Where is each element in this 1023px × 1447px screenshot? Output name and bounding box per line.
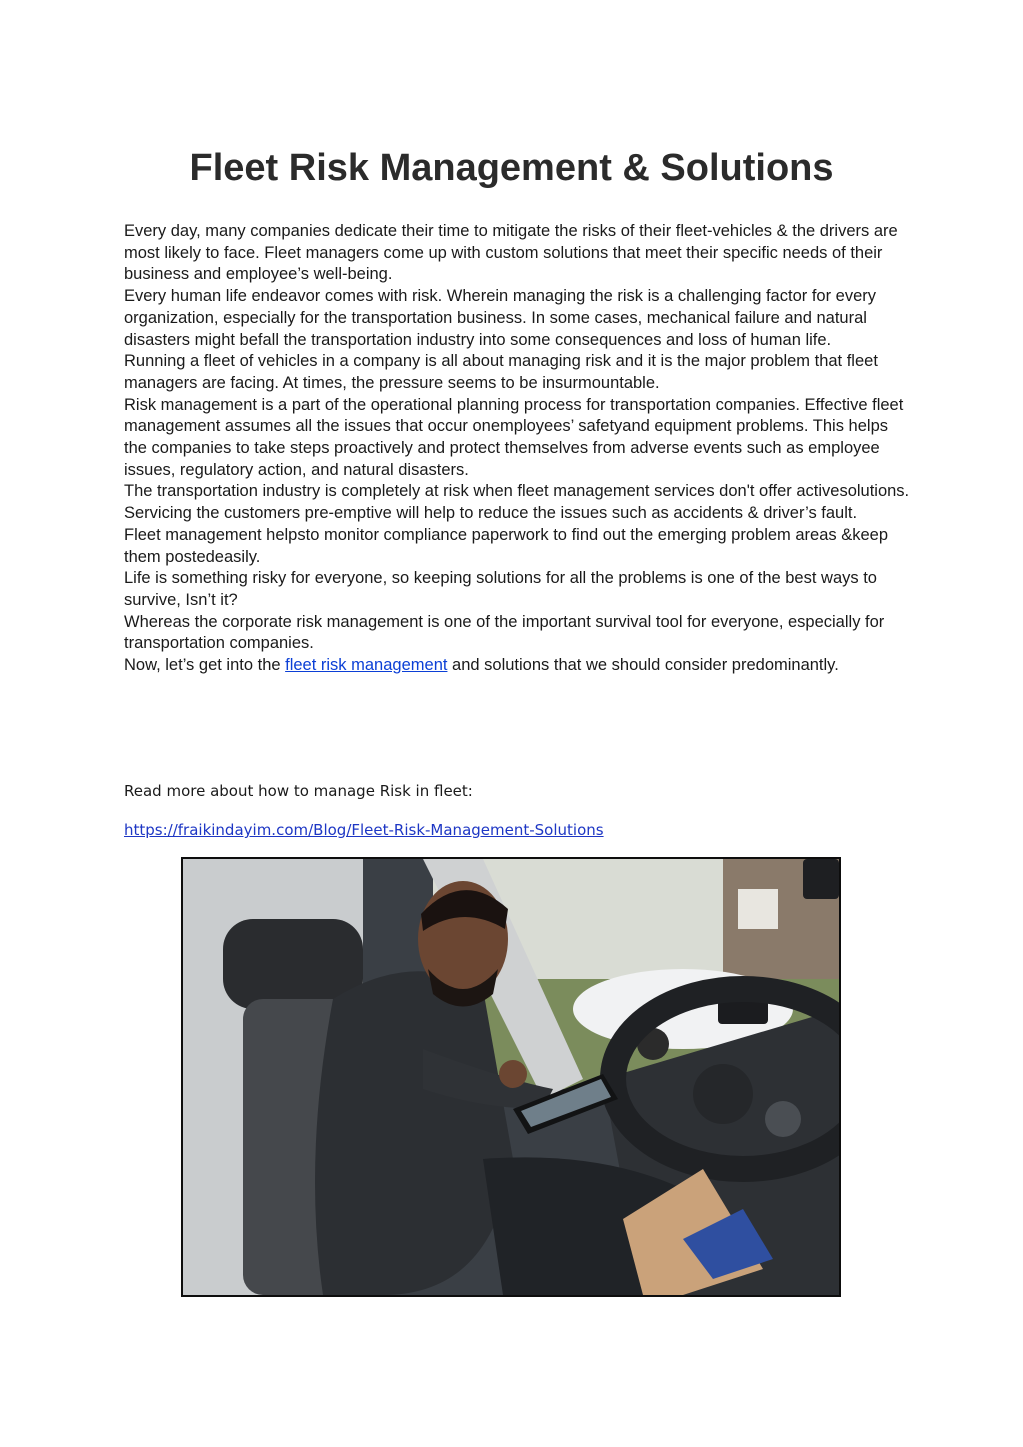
paragraph: Running a fleet of vehicles in a company is all about managing risk and it is the major problem that fleet managers are facing. At times, the pressure seems to be insurmountable.: [124, 352, 878, 392]
article-body: [124, 221, 914, 677]
page-title: Fleet Risk Management & Solutions: [189, 147, 834, 189]
driver-in-van-photo: [181, 857, 841, 1297]
paragraph-text-after: and solutions that we should consider predominantly.: [447, 656, 839, 675]
fleet-risk-management-link[interactable]: fleet risk management: [285, 656, 448, 675]
source-url-link[interactable]: https://fraikindayim.com/Blog/Fleet-Risk-Management-Solutions: [124, 821, 604, 839]
driver-tablet-illustration: [183, 859, 839, 1295]
paragraph: The transportation industry is completely at risk when fleet management services don't offer activesolutions. Servicing the customers pre-emptive will help to reduce the issues such as accidents & driver’s fault.: [124, 482, 910, 523]
read-more-label: Read more about how to manage Risk in fleet:: [124, 782, 473, 800]
paragraph-with-link: [124, 655, 914, 677]
paragraph: Risk management is a part of the operational planning process for transportation companies. Effective fleet management assumes all the issues that occur onemployees’ safetyand equipment problems. This helps the companies to take steps proactively and protect themselves from adverse events such as employee issues, regulatory action, and natural disasters.: [124, 395, 904, 479]
paragraph-text-before: Now, let’s get into the: [124, 656, 286, 675]
paragraph: Fleet management helpsto monitor compliance paperwork to find out the emerging problem areas &keep them postedeasily.: [124, 525, 889, 566]
paragraph: Life is something risky for everyone, so keeping solutions for all the problems is one of the best ways to survive, Isn’t it?: [124, 569, 877, 609]
paragraph: Whereas the corporate risk management is one of the important survival tool for everyone, especially for transportation companies.: [124, 612, 885, 653]
paragraph: Every human life endeavor comes with risk. Wherein managing the risk is a challenging factor for every organization, especially for the transportation business. In some cases, mechanical failure and natural disasters might befall the transportation industry into some consequences and loss of human life.: [124, 287, 877, 349]
paragraph: Every day, many companies dedicate their time to mitigate the risks of their fleet-vehicles & the drivers are most likely to face. Fleet managers come up with custom solutions that meet their specific needs of their business and employee’s well-being.: [124, 222, 898, 284]
